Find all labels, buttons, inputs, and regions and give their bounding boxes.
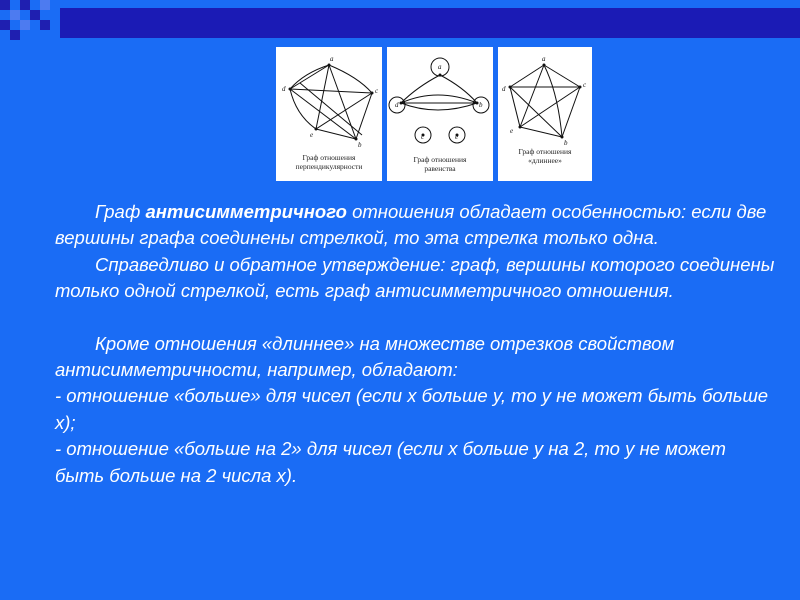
deco-square: [40, 0, 50, 10]
vertex-label: a: [438, 63, 442, 71]
vertex-label: e: [510, 127, 514, 135]
graph-figure-longer: [498, 47, 592, 181]
vertex-label: e: [455, 133, 459, 141]
figure-caption: перпендикулярности: [295, 162, 363, 171]
header-decoration: [0, 0, 800, 40]
vertex-label: c: [583, 81, 587, 89]
deco-square: [20, 20, 30, 30]
graph-figure-perpendicularity: [276, 47, 382, 181]
paragraph-examples-intro: Кроме отношения «длиннее» на множестве отрезков свойством антисимметричности, например, обладают:: [55, 332, 675, 381]
figure-caption: «длиннее»: [528, 156, 562, 165]
paragraph-definition: [55, 199, 775, 252]
deco-square: [0, 20, 10, 30]
deco-square: [20, 0, 30, 10]
text-span: отношения обладает особенностью: если две вершины графа соединены стрелкой, то эта стрелка только одна.: [55, 201, 767, 249]
vertex-label: e: [310, 131, 314, 139]
vertex-label: d: [395, 101, 399, 109]
deco-square: [0, 0, 10, 10]
text-span: Граф: [95, 201, 146, 222]
deco-square: [10, 30, 20, 40]
vertex-label: c: [375, 87, 379, 95]
paragraph-converse: Справедливо и обратное утверждение: граф, вершины которого соединены только одной стрелкой, есть граф антисимметричного отношения.: [55, 253, 775, 302]
deco-square: [10, 10, 20, 20]
example-item: - отношение «больше» для чисел (если х больше у, то у не может быть больше х);: [55, 385, 769, 433]
slide-text: [55, 199, 775, 489]
vertex-label: d: [282, 85, 286, 93]
figure-caption: Граф отношения: [302, 153, 356, 162]
vertex-label: b: [358, 141, 362, 149]
figure-caption: равенства: [424, 164, 456, 173]
bold-term: антисимметричного: [145, 201, 347, 222]
vertex-label: a: [330, 55, 334, 63]
vertex-label: c: [421, 133, 425, 141]
figure-caption: Граф отношения: [518, 147, 572, 156]
vertex-label: b: [564, 139, 568, 147]
header-bar: [60, 8, 800, 38]
deco-square: [40, 20, 50, 30]
deco-square: [30, 10, 40, 20]
vertex-label: a: [542, 55, 546, 63]
figure-caption: Граф отношения: [413, 155, 467, 164]
graph-figure-equality: [387, 47, 493, 181]
example-item: - отношение «больше на 2» для чисел (если х больше у на 2, то у не может быть больше на 2 числа х).: [55, 438, 726, 486]
vertex-label: b: [479, 101, 483, 109]
vertex-label: d: [502, 85, 506, 93]
